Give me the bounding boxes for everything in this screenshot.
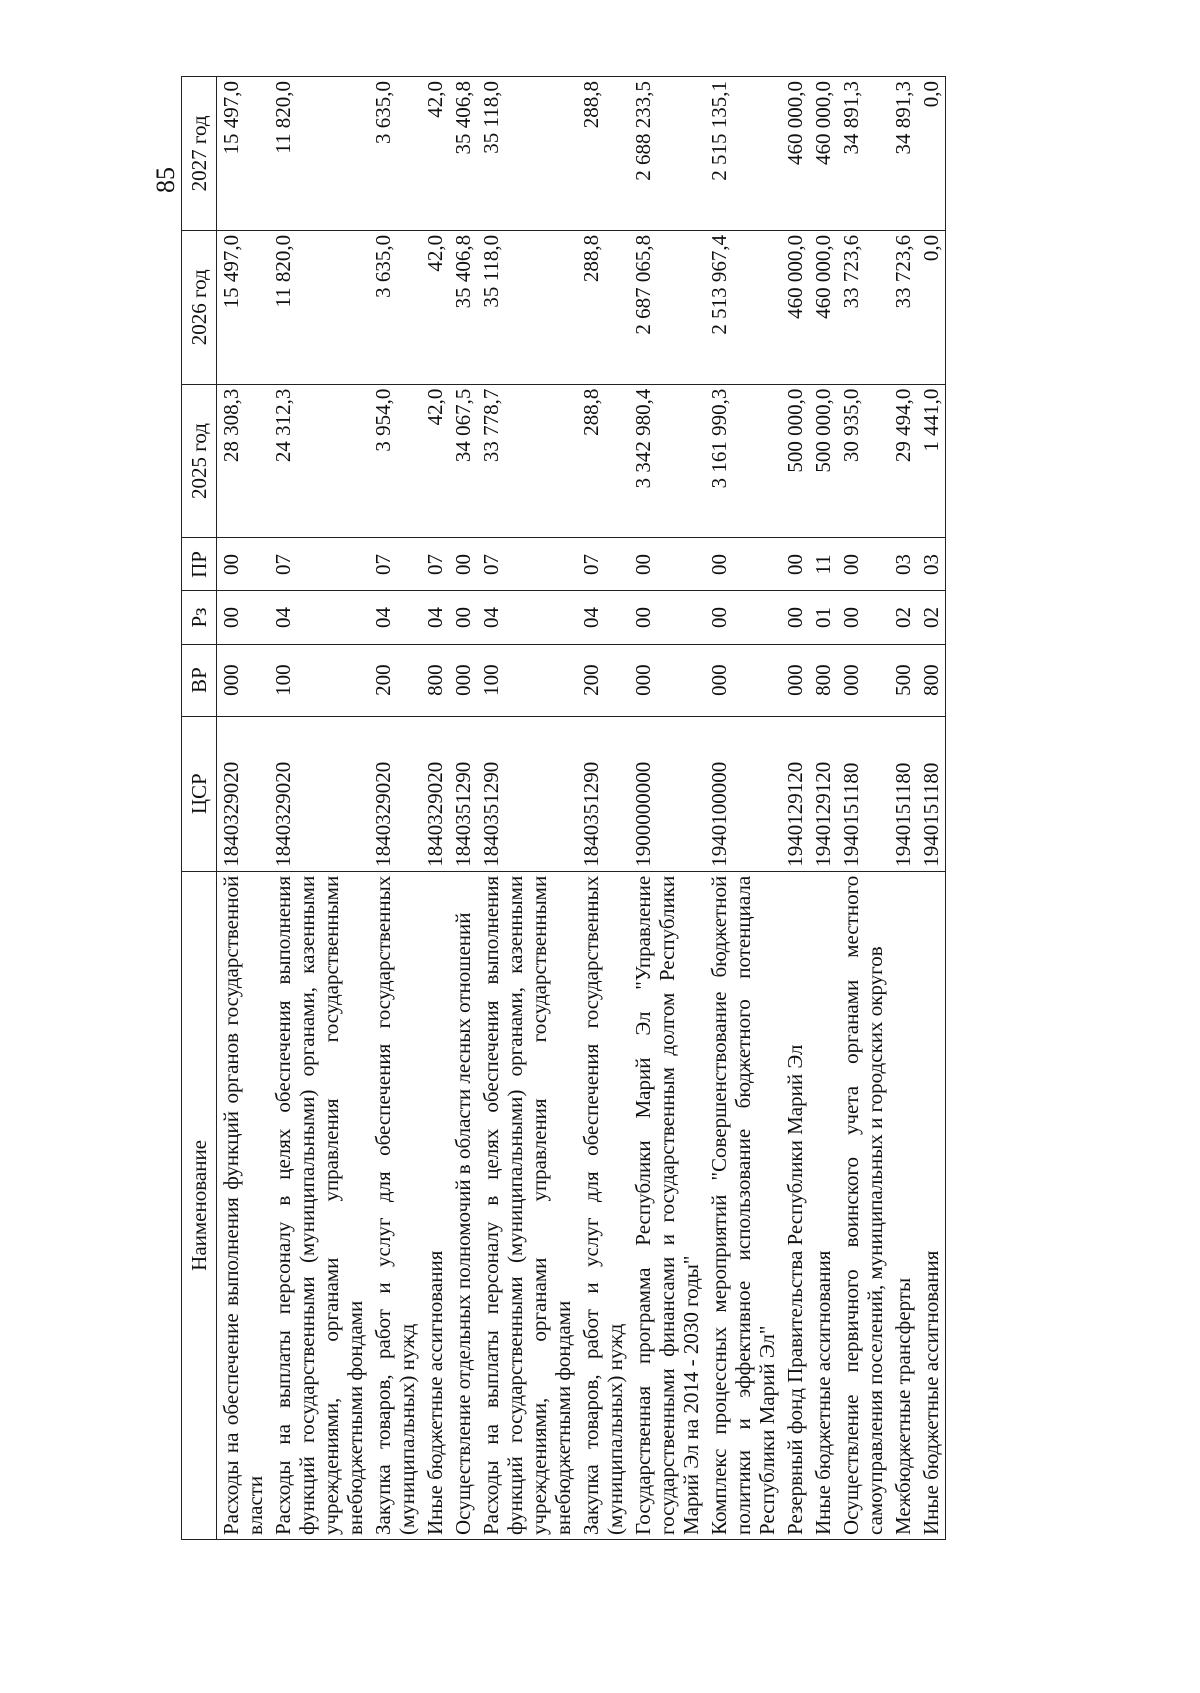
row-2025: 1 441,0 — [917, 384, 946, 538]
table-row — [369, 77, 421, 1540]
row-csr: 1940129120 — [781, 716, 809, 871]
row-2027: 35 118,0 — [477, 77, 577, 231]
row-vr: 800 — [421, 644, 449, 716]
row-2026: 42,0 — [421, 230, 449, 384]
table-row — [421, 77, 449, 1540]
row-2027: 34 891,3 — [837, 77, 889, 231]
row-csr: 1840329020 — [217, 716, 270, 871]
row-csr: 1900000000 — [629, 716, 705, 871]
row-name: Расходы на выплаты персоналу в целях обеспечения выполнения функций государственными (муниципальными) органами, казенными учреждениями, органами управления государственными внебюджетными фондами — [269, 871, 369, 1539]
row-pr: 00 — [705, 538, 781, 591]
row-vr: 000 — [705, 644, 781, 716]
header-vr: ВР — [182, 644, 217, 716]
row-vr: 100 — [269, 644, 369, 716]
row-csr: 1940151180 — [889, 716, 917, 871]
row-2026: 3 635,0 — [369, 230, 421, 384]
row-rz: 01 — [809, 591, 837, 644]
table-row — [889, 77, 917, 1540]
row-rz: 00 — [217, 591, 270, 644]
row-name: Расходы на обеспечение выполнения функций органов государственной власти — [217, 871, 270, 1539]
row-2027: 3 635,0 — [369, 77, 421, 231]
row-name: Резервный фонд Правительства Республики Марий Эл — [781, 871, 809, 1539]
row-2025: 42,0 — [421, 384, 449, 538]
row-2026: 0,0 — [917, 230, 946, 384]
table-row — [577, 77, 629, 1540]
row-name: Комплекс процессных мероприятий "Совершенствование бюджетной политики и эффективное использование бюджетного потенциала Республики Марий Эл" — [705, 871, 781, 1539]
row-2027: 2 688 233,5 — [629, 77, 705, 231]
table-row — [269, 77, 369, 1540]
table-header-row — [182, 77, 217, 1540]
row-pr: 07 — [577, 538, 629, 591]
row-2025: 28 308,3 — [217, 384, 270, 538]
table-row — [837, 77, 889, 1540]
row-rz: 02 — [917, 591, 946, 644]
row-rz: 04 — [421, 591, 449, 644]
header-csr: ЦСР — [182, 716, 217, 871]
row-2026: 288,8 — [577, 230, 629, 384]
row-pr: 07 — [369, 538, 421, 591]
row-vr: 800 — [917, 644, 946, 716]
row-pr: 11 — [809, 538, 837, 591]
row-2027: 11 820,0 — [269, 77, 369, 231]
table-row — [705, 77, 781, 1540]
row-2025: 500 000,0 — [809, 384, 837, 538]
row-2026: 33 723,6 — [837, 230, 889, 384]
row-pr: 07 — [269, 538, 369, 591]
row-vr: 800 — [809, 644, 837, 716]
row-csr: 1840329020 — [369, 716, 421, 871]
row-csr: 1940151180 — [917, 716, 946, 871]
row-rz: 00 — [837, 591, 889, 644]
row-2026: 33 723,6 — [889, 230, 917, 384]
row-2025: 3 954,0 — [369, 384, 421, 538]
row-csr: 1840351290 — [477, 716, 577, 871]
row-name: Расходы на выплаты персоналу в целях обеспечения выполнения функций государственными (муниципальными) органами, казенными учреждениями, органами управления государственными внебюджетными фондами — [477, 871, 577, 1539]
row-vr: 200 — [577, 644, 629, 716]
table-row — [629, 77, 705, 1540]
header-pr: ПР — [182, 538, 217, 591]
row-2027: 35 406,8 — [449, 77, 477, 231]
row-2027: 15 497,0 — [217, 77, 270, 231]
row-pr: 00 — [837, 538, 889, 591]
row-name: Государственная программа Республики Марий Эл "Управление государственными финансами и государственным долгом Республики Марий Эл на 2014 - 2030 годы" — [629, 871, 705, 1539]
table-row — [809, 77, 837, 1540]
row-rz: 04 — [369, 591, 421, 644]
table-row — [477, 77, 577, 1540]
row-name: Осуществление первичного воинского учета органами местного самоуправления поселений, муниципальных и городских округов — [837, 871, 889, 1539]
row-2027: 0,0 — [917, 77, 946, 231]
row-name: Осуществление отдельных полномочий в области лесных отношений — [449, 871, 477, 1539]
row-vr: 100 — [477, 644, 577, 716]
row-2026: 460 000,0 — [809, 230, 837, 384]
row-2026: 2 513 967,4 — [705, 230, 781, 384]
row-2027: 288,8 — [577, 77, 629, 231]
row-csr: 1840329020 — [421, 716, 449, 871]
row-vr: 000 — [837, 644, 889, 716]
row-name: Иные бюджетные ассигнования — [917, 871, 946, 1539]
table-row — [449, 77, 477, 1540]
row-2026: 11 820,0 — [269, 230, 369, 384]
row-rz: 04 — [477, 591, 577, 644]
row-2025: 288,8 — [577, 384, 629, 538]
row-pr: 07 — [477, 538, 577, 591]
row-2027: 460 000,0 — [781, 77, 809, 231]
row-2025: 34 067,5 — [449, 384, 477, 538]
row-rz: 00 — [449, 591, 477, 644]
table-body — [217, 77, 946, 1540]
row-rz: 02 — [889, 591, 917, 644]
row-2027: 460 000,0 — [809, 77, 837, 231]
row-rz: 00 — [781, 591, 809, 644]
row-vr: 200 — [369, 644, 421, 716]
row-2026: 35 406,8 — [449, 230, 477, 384]
row-pr: 07 — [421, 538, 449, 591]
table-row — [781, 77, 809, 1540]
header-rz: Рз — [182, 591, 217, 644]
row-2026: 2 687 065,8 — [629, 230, 705, 384]
table-row — [917, 77, 946, 1540]
row-2025: 30 935,0 — [837, 384, 889, 538]
row-csr: 1940129120 — [809, 716, 837, 871]
row-vr: 000 — [781, 644, 809, 716]
row-vr: 000 — [217, 644, 270, 716]
row-2027: 42,0 — [421, 77, 449, 231]
row-csr: 1840351290 — [449, 716, 477, 871]
row-2025: 24 312,3 — [269, 384, 369, 538]
row-2025: 3 342 980,4 — [629, 384, 705, 538]
row-rz: 04 — [269, 591, 369, 644]
row-pr: 00 — [449, 538, 477, 591]
row-2025: 29 494,0 — [889, 384, 917, 538]
row-csr: 1940151180 — [837, 716, 889, 871]
header-2027: 2027 год — [182, 77, 217, 231]
row-pr: 03 — [917, 538, 946, 591]
row-csr: 1940100000 — [705, 716, 781, 871]
row-rz: 00 — [705, 591, 781, 644]
row-2025: 33 778,7 — [477, 384, 577, 538]
table-row — [217, 77, 270, 1540]
row-csr: 1840329020 — [269, 716, 369, 871]
header-2026: 2026 год — [182, 230, 217, 384]
row-name: Закупка товаров, работ и услуг для обеспечения государственных (муниципальных) нужд — [577, 871, 629, 1539]
page-number: 85 — [151, 167, 180, 193]
row-pr: 00 — [781, 538, 809, 591]
header-2025: 2025 год — [182, 384, 217, 538]
row-pr: 03 — [889, 538, 917, 591]
row-2025: 500 000,0 — [781, 384, 809, 538]
header-name: Наименование — [182, 871, 217, 1539]
row-vr: 500 — [889, 644, 917, 716]
row-pr: 00 — [217, 538, 270, 591]
row-2026: 15 497,0 — [217, 230, 270, 384]
row-pr: 00 — [629, 538, 705, 591]
row-vr: 000 — [629, 644, 705, 716]
row-2026: 460 000,0 — [781, 230, 809, 384]
row-rz: 04 — [577, 591, 629, 644]
row-2026: 35 118,0 — [477, 230, 577, 384]
budget-table — [181, 76, 946, 1540]
row-vr: 000 — [449, 644, 477, 716]
row-rz: 00 — [629, 591, 705, 644]
row-2027: 2 515 135,1 — [705, 77, 781, 231]
row-name: Межбюджетные трансферты — [889, 871, 917, 1539]
row-name: Иные бюджетные ассигнования — [421, 871, 449, 1539]
row-name: Иные бюджетные ассигнования — [809, 871, 837, 1539]
row-name: Закупка товаров, работ и услуг для обеспечения государственных (муниципальных) нужд — [369, 871, 421, 1539]
row-csr: 1840351290 — [577, 716, 629, 871]
row-2025: 3 161 990,3 — [705, 384, 781, 538]
row-2027: 34 891,3 — [889, 77, 917, 231]
